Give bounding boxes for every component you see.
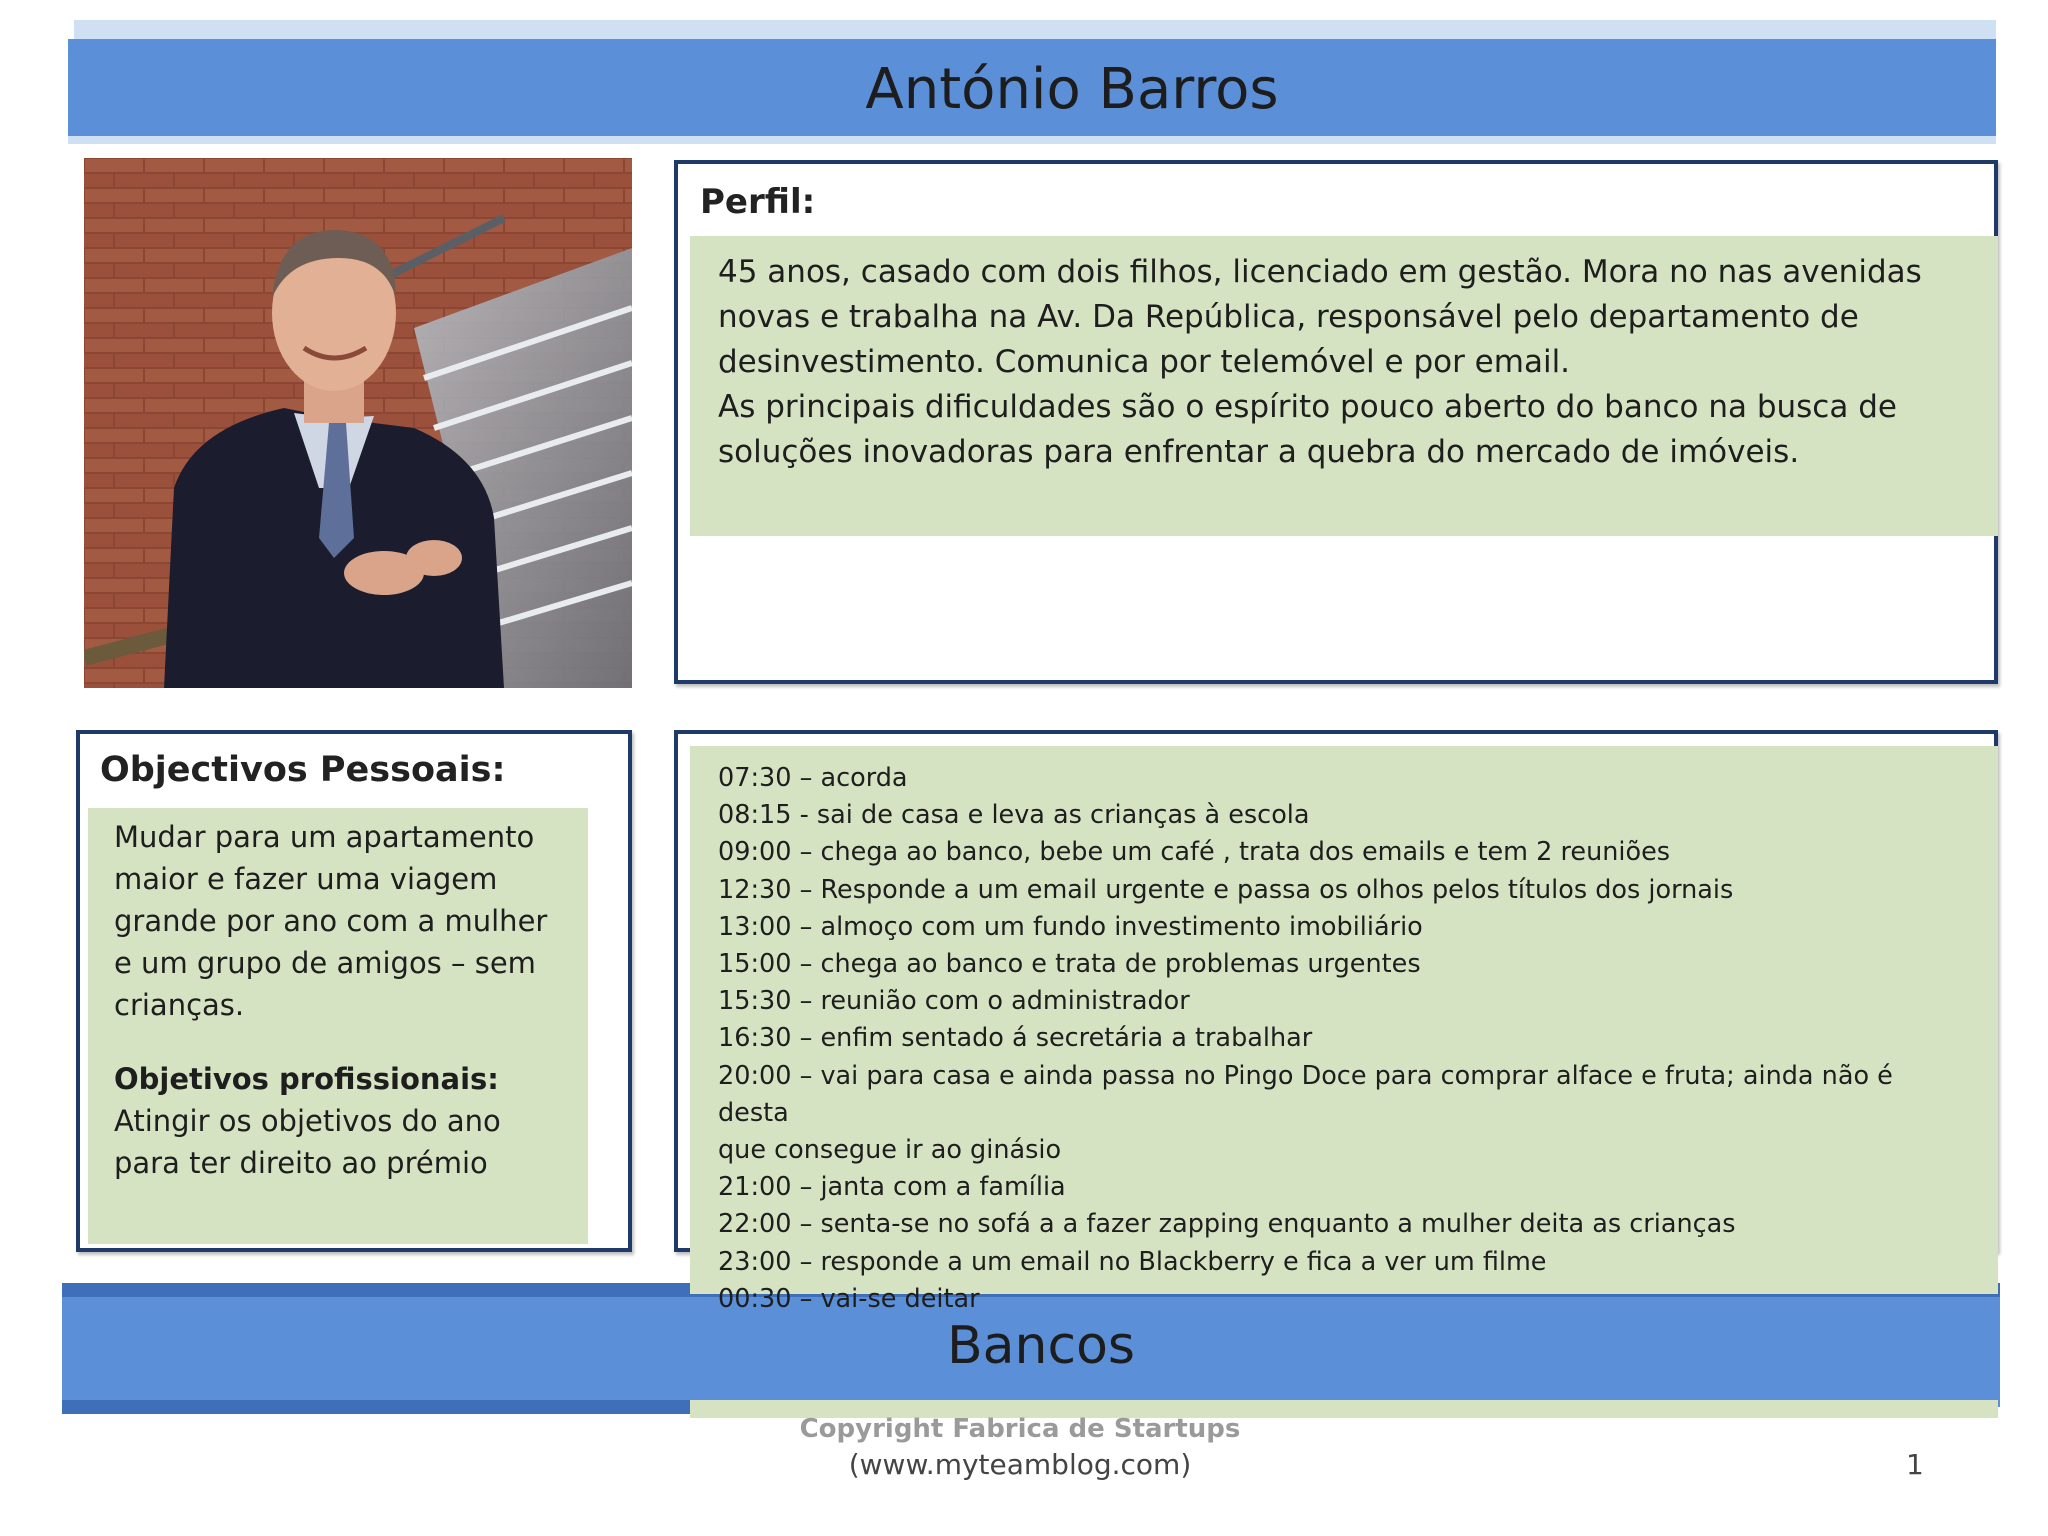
goal-line: e um grupo de amigos – sem [114, 946, 536, 980]
profile-line: soluções inovadoras para enfrentar a quebra do mercado de imóveis. [718, 434, 1800, 470]
schedule-item: 09:00 – chega ao banco, bebe um café , trata dos emails e tem 2 reuniões [718, 837, 1671, 868]
profile-line: desinvestimento. Comunica por telemóvel e por email. [718, 344, 1571, 380]
schedule-item: 16:30 – enfim sentado á secretária a trabalhar [718, 1023, 1313, 1054]
footer-title: Bancos [947, 1316, 1135, 1376]
goal-line: grande por ano com a mulher [114, 904, 548, 938]
schedule-item: 21:00 – janta com a família [718, 1172, 1066, 1203]
profile-panel [690, 236, 1998, 536]
goal-line: maior e fazer uma viagem [114, 862, 498, 896]
profile-line: novas e trabalha na Av. Da República, responsável pelo departamento de [718, 299, 1859, 335]
profile-line: As principais dificuldades são o espírito pouco aberto do banco na busca de [718, 389, 1897, 425]
schedule-item: 12:30 – Responde a um email urgente e passa os olhos pelos títulos dos jornais [718, 874, 1734, 905]
source-url: (www.myteamblog.com) [848, 1448, 1192, 1481]
schedule-list [718, 760, 1970, 1318]
page-title: António Barros [865, 56, 1279, 122]
schedule-item: 00:30 – vai-se deitar [718, 1283, 980, 1314]
profile-line: 45 anos, casado com dois filhos, licenciado em gestão. Mora no nas avenidas [718, 254, 1922, 290]
portrait-photo [84, 158, 632, 688]
schedule-item: que consegue ir ao ginásio [718, 1135, 1062, 1166]
page-number: 1 [1906, 1448, 1924, 1481]
schedule-item: 13:00 – almoço com um fundo investimento imobiliário [718, 911, 1423, 942]
goal-line: Atingir os objetivos do ano [114, 1104, 501, 1138]
personal-goals-text [114, 816, 562, 1026]
schedule-item: 15:00 – chega ao banco e trata de problemas urgentes [718, 949, 1421, 980]
schedule-panel [690, 746, 1998, 1314]
copyright-text: Copyright Fabrica de Startups [799, 1414, 1241, 1444]
schedule-item: 15:30 – reunião com o administrador [718, 986, 1190, 1017]
profile-text [718, 250, 1970, 475]
schedule-item: 23:00 – responde a um email no Blackberry e fica a ver um filme [718, 1246, 1547, 1277]
goal-line: para ter direito ao prémio [114, 1146, 488, 1180]
goals-panel [88, 808, 588, 1244]
goal-line: Mudar para um apartamento [114, 820, 535, 854]
professional-goals-label: Objetivos profissionais: [114, 1062, 499, 1096]
schedule-item: 07:30 – acorda [718, 763, 908, 793]
profile-label: Perfil: [700, 182, 816, 222]
schedule-item: 08:15 - sai de casa e leva as crianças à escola [718, 800, 1310, 831]
professional-goals-text [114, 1100, 562, 1184]
schedule-item: 20:00 – vai para casa e ainda passa no Pingo Doce para comprar alface e fruta; ainda não é desta [718, 1060, 1893, 1128]
schedule-item: 22:00 – senta-se no sofá a a fazer zapping enquanto a mulher deita as crianças [718, 1209, 1736, 1240]
goal-line: crianças. [114, 988, 245, 1022]
goals-label: Objectivos Pessoais: [100, 750, 506, 790]
